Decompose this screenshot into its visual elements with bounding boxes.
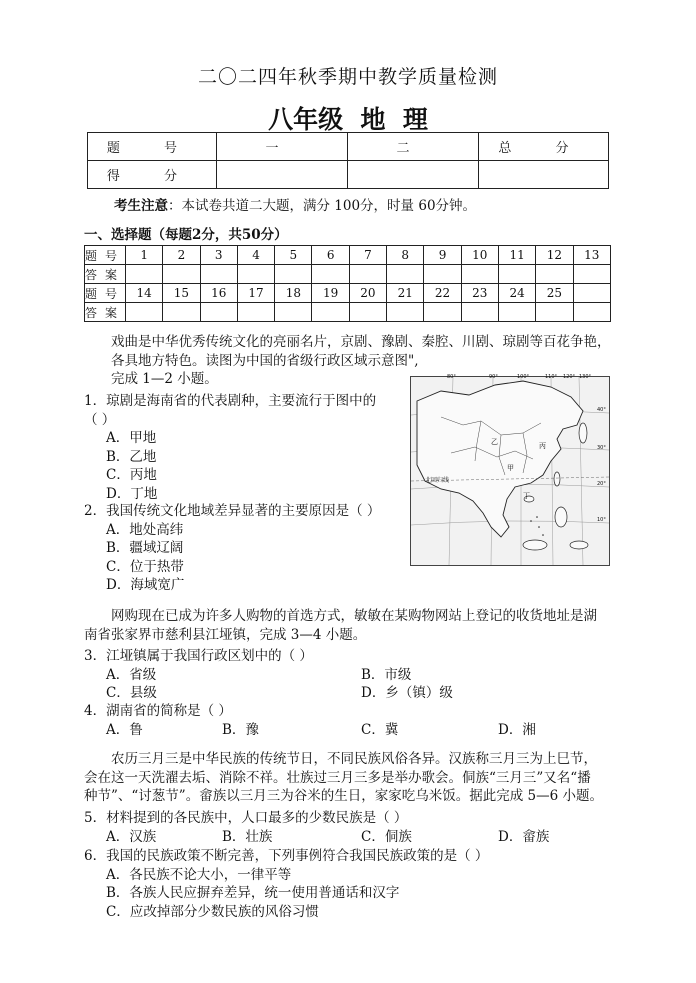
map-lat-label: 30° — [597, 445, 606, 451]
passage-3 — [84, 750, 603, 806]
exam-title: 二〇二四年秋季期中教学质量检测 — [197, 66, 498, 88]
question-3 — [84, 647, 624, 703]
option[interactable]: A．鲁 — [106, 721, 143, 738]
option[interactable]: C．应改掉部分少数民族的风俗习惯 — [106, 903, 319, 920]
grid-label: 答案 — [85, 303, 126, 322]
passage-line: 戏曲是中华优秀传统文化的亮丽名片，京剧、豫剧、秦腔、川剧、琼剧等百花争艳， — [111, 334, 611, 350]
option[interactable]: B．豫 — [222, 721, 259, 738]
score-cell: 一 — [217, 133, 348, 161]
option[interactable]: D．丁地 — [106, 485, 158, 502]
passage-line: 南省张家界市慈利县江垭镇，完成 3—4 小题。 — [84, 626, 367, 643]
answer-grid-ans-row — [85, 303, 611, 322]
score-header-row — [88, 133, 609, 161]
map-lon-label: 120° — [563, 374, 576, 380]
option[interactable]: B．疆域辽阔 — [106, 540, 184, 556]
grid-num: 2 — [163, 246, 200, 265]
grid-num: 5 — [275, 246, 312, 265]
answer-cell[interactable] — [573, 265, 610, 284]
answer-cell[interactable] — [163, 303, 200, 322]
subject-title: 八年级 地 理 — [268, 105, 428, 134]
question-4 — [84, 702, 624, 740]
option[interactable]: D．海域宽广 — [106, 577, 185, 593]
grid-num: 18 — [275, 284, 312, 303]
grid-num: 1 — [126, 246, 163, 265]
answer-grid-num-row — [85, 246, 611, 265]
answer-cell[interactable] — [163, 265, 200, 284]
answer-cell[interactable] — [424, 303, 461, 322]
grid-num: 23 — [461, 284, 498, 303]
answer-cell[interactable] — [200, 303, 237, 322]
option[interactable]: D．畲族 — [498, 828, 550, 845]
option[interactable]: A．地处高纬 — [106, 521, 184, 538]
passage-line: 完成 1—2 小题。 — [111, 371, 218, 387]
option[interactable]: A．各民族不论大小，一律平等 — [106, 866, 292, 883]
question-stem: 4．湖南省的简称是（ ） — [84, 703, 232, 719]
answer-cell[interactable] — [387, 265, 424, 284]
grid-num: 3 — [200, 246, 237, 265]
grid-label: 答案 — [85, 265, 126, 284]
answer-cell[interactable] — [275, 265, 312, 284]
passage-line: 各具地方特色。读图为中国的省级行政区域示意图", — [111, 352, 419, 369]
score-cell: 总 分 — [479, 133, 609, 161]
answer-cell[interactable] — [126, 265, 163, 284]
passage-line: 会在这一天洗濯去垢、消除不祥。壮族过三月三多是举办歌会。侗族“三月三”又名“播 — [84, 769, 591, 786]
option[interactable]: B．各族人民应摒弃差异，统一使用普通话和汉字 — [106, 885, 400, 901]
grid-num: 6 — [312, 246, 349, 265]
question-1 — [84, 392, 376, 503]
map-lon-label: 130° — [579, 374, 592, 380]
option[interactable]: B．市级 — [361, 666, 412, 683]
score-cell[interactable] — [348, 161, 479, 189]
grid-num: 8 — [387, 246, 424, 265]
grid-num: 20 — [349, 284, 386, 303]
map-place-label: 丙 — [539, 442, 546, 450]
answer-cell[interactable] — [498, 265, 535, 284]
grid-num — [573, 284, 610, 303]
answer-cell[interactable] — [573, 303, 610, 322]
question-stem: 2．我国传统文化地域差异显著的主要原因是（ ） — [84, 503, 381, 519]
grid-num: 10 — [461, 246, 498, 265]
answer-cell[interactable] — [536, 265, 573, 284]
grid-num: 11 — [498, 246, 535, 265]
answer-cell[interactable] — [461, 303, 498, 322]
answer-cell[interactable] — [312, 303, 349, 322]
passage-2 — [84, 607, 597, 644]
question-stem: 5．材料提到的各民族中，人口最多的少数民族是（ ） — [84, 810, 408, 826]
answer-grid-num-row — [85, 284, 611, 303]
grid-num: 17 — [237, 284, 274, 303]
score-cell[interactable] — [217, 161, 348, 189]
notice — [114, 197, 476, 216]
grid-label: 题号 — [85, 284, 126, 303]
map-place-label: 甲 — [507, 464, 514, 472]
question-stem: 1．琼剧是海南省的代表剧种，主要流行于图中的 — [84, 393, 377, 409]
score-cell: 题 号 — [88, 133, 217, 161]
map-lat-label: 10° — [597, 517, 606, 523]
question-stem: （ ） — [84, 411, 116, 428]
score-cell: 二 — [348, 133, 479, 161]
grid-num: 7 — [349, 246, 386, 265]
question-2 — [84, 502, 380, 595]
grid-num: 25 — [536, 284, 573, 303]
option[interactable]: C．县级 — [106, 684, 157, 701]
grid-num: 19 — [312, 284, 349, 303]
option[interactable]: B．壮族 — [222, 828, 273, 845]
map-place-label: 丁 — [523, 492, 530, 500]
grid-num: 16 — [200, 284, 237, 303]
option[interactable]: C．丙地 — [106, 467, 157, 483]
answer-cell[interactable] — [237, 303, 274, 322]
grid-num: 12 — [536, 246, 573, 265]
score-table — [87, 132, 609, 189]
answer-cell[interactable] — [312, 265, 349, 284]
score-cell: 得 分 — [88, 161, 217, 189]
map-tropic-label: 北回归线 — [425, 477, 450, 484]
map-lon-label: 80° — [447, 374, 456, 380]
map-lon-label: 110° — [545, 374, 558, 380]
grid-num: 22 — [424, 284, 461, 303]
option[interactable]: D．乡（镇）级 — [361, 684, 453, 701]
option[interactable]: B．乙地 — [106, 448, 157, 465]
grid-num: 15 — [163, 284, 200, 303]
answer-grid-ans-row — [85, 265, 611, 284]
answer-cell[interactable] — [200, 265, 237, 284]
grid-num: 24 — [498, 284, 535, 303]
map-lat-label: 20° — [597, 481, 606, 487]
notice-text: ：本试卷共道二大题，满分 100分，时量 60分钟。 — [168, 198, 477, 214]
section-title: 一、选择题（每题2分，共50分） — [84, 227, 288, 243]
answer-cell[interactable] — [461, 265, 498, 284]
passage-line: 网购现在已成为许多人购物的首选方式，敏敏在某购物网站上登记的收货地址是湖 — [111, 608, 597, 624]
answer-cell[interactable] — [536, 303, 573, 322]
map-lon-label: 100° — [517, 374, 530, 380]
option[interactable]: A．汉族 — [106, 828, 157, 845]
option[interactable]: C．侗族 — [361, 828, 412, 845]
grid-num: 14 — [126, 284, 163, 303]
score-cell[interactable] — [479, 161, 609, 189]
option[interactable]: A．省级 — [106, 666, 157, 683]
option[interactable]: A．甲地 — [106, 430, 157, 446]
score-value-row — [88, 161, 609, 189]
question-stem: 6．我国的民族政策不断完善，下列事例符合我国民族政策的是（ ） — [84, 848, 489, 864]
passage-line: 种节”、“讨葱节”。畲族以三月三为谷米的生日，家家吃乌米饭。据此完成 5—6 小题。 — [84, 788, 603, 804]
map-lon-label: 90° — [489, 374, 498, 380]
answer-cell[interactable] — [349, 303, 386, 322]
grid-label: 题号 — [85, 246, 126, 265]
option[interactable]: D．湘 — [498, 721, 536, 738]
notice-label: 考生注意 — [114, 198, 168, 214]
answer-cell[interactable] — [349, 265, 386, 284]
option[interactable]: C．位于热带 — [106, 558, 184, 575]
grid-num: 21 — [387, 284, 424, 303]
question-6 — [84, 847, 488, 921]
question-stem: 3．江垭镇属于我国行政区划中的（ ） — [84, 648, 313, 664]
answer-cell[interactable] — [498, 303, 535, 322]
answer-cell[interactable] — [387, 303, 424, 322]
answer-grid — [84, 245, 611, 322]
map-lat-label: 40° — [597, 407, 606, 413]
answer-cell[interactable] — [237, 265, 274, 284]
passage-line: 农历三月三是中华民族的传统节日，不同民族风俗各异。汉族称三月三为上巳节， — [111, 751, 597, 767]
answer-cell[interactable] — [126, 303, 163, 322]
grid-num: 9 — [424, 246, 461, 265]
answer-cell[interactable] — [275, 303, 312, 322]
grid-num: 4 — [237, 246, 274, 265]
map-place-label: 乙 — [491, 438, 498, 446]
option[interactable]: C．冀 — [361, 721, 399, 738]
grid-num: 13 — [573, 246, 610, 265]
china-province-map — [410, 376, 610, 566]
question-5 — [84, 809, 624, 847]
answer-cell[interactable] — [424, 265, 461, 284]
